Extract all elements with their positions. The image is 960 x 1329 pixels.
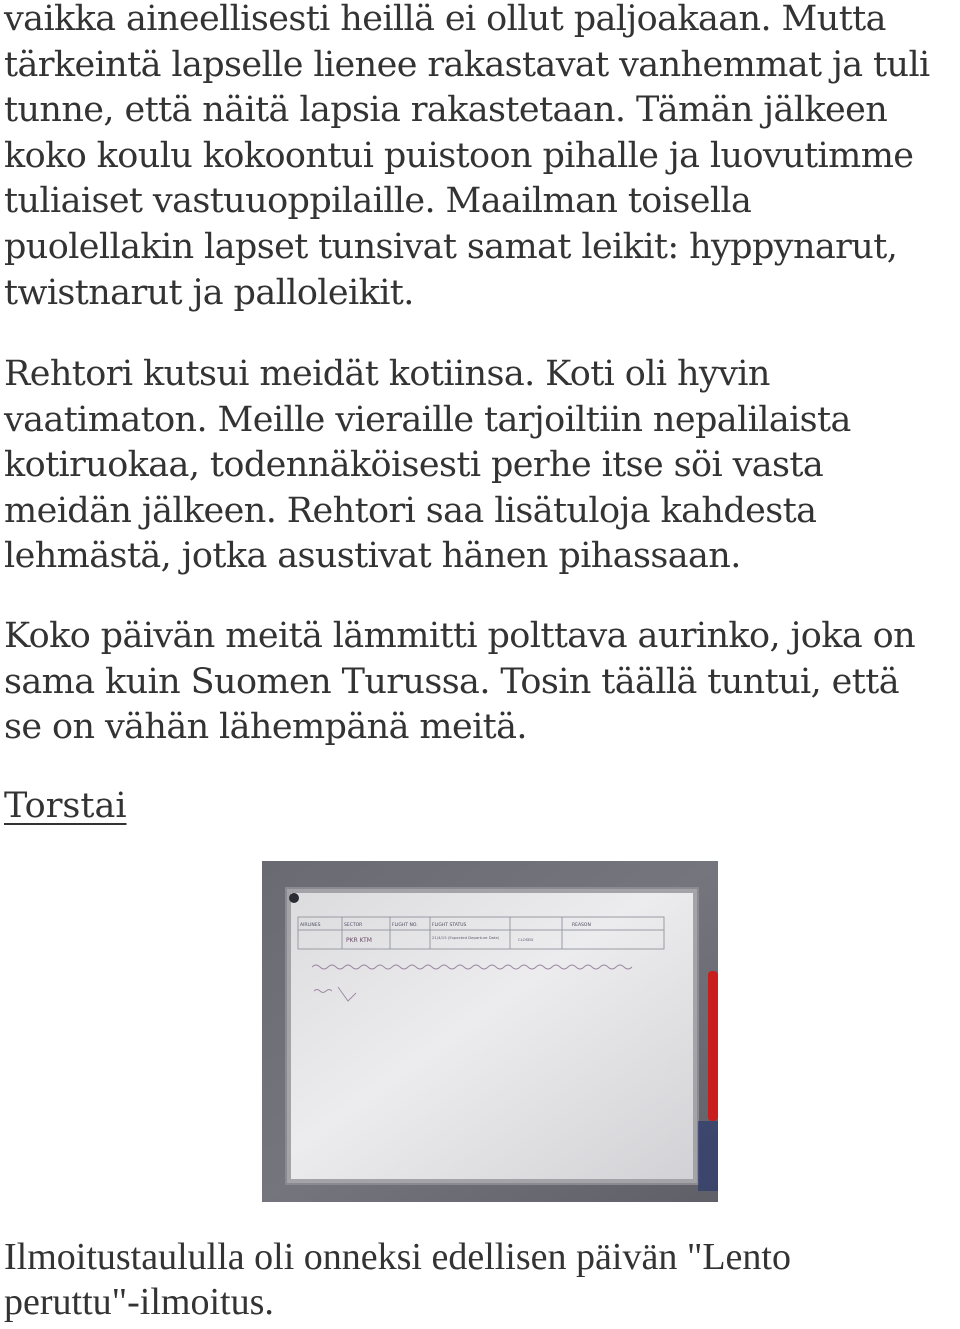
text-line: se on vähän lähempänä meitä. — [4, 707, 527, 748]
text-line: twistnarut ja palloleikit. — [4, 272, 414, 313]
caption-line: Ilmoitustaululla oli onneksi edellisen päivän "Lento — [4, 1236, 791, 1278]
text-line: tuliaiset vastuuoppilaille. Maailman toisella — [4, 181, 752, 222]
board-header: SECTOR — [344, 923, 363, 928]
board-header: REASON — [572, 923, 591, 928]
text-line: Rehtori kutsui meidät kotiinsa. Koti oli hyvin — [4, 354, 770, 394]
text-line: lehmästä, jotka asustivat hänen pihassaan. — [4, 536, 741, 577]
whiteboard-photo — [262, 861, 718, 1202]
board-cell: CLOSED — [518, 937, 534, 942]
torstai-link[interactable]: Torstai — [4, 786, 127, 826]
caption-line: peruttu"-ilmoitus. — [4, 1281, 274, 1323]
board-cell: 21/4/15 (Expected Departure Date) — [432, 935, 500, 940]
paragraph-principal-home — [4, 352, 954, 580]
text-line: sama kuin Suomen Turussa. Tosin täällä tuntui, että — [4, 661, 899, 702]
board-cell: PKR KTM — [346, 937, 372, 944]
text-line: puolellakin lapset tunsivat samat leikit: hyppynarut, — [4, 226, 898, 267]
fire-extinguisher — [708, 971, 718, 1121]
board-header: FLIGHT NO. — [392, 923, 418, 928]
paragraph-school-visit — [4, 0, 954, 316]
board-header: AIRLINES — [300, 923, 321, 928]
photo-caption — [4, 1235, 954, 1325]
text-line: tärkeintä lapselle lienee rakastavat vanhemmat ja tuli — [4, 44, 930, 85]
text-line: kotiruokaa, todennäköisesti perhe itse söi vasta — [4, 445, 824, 486]
wall-strip — [698, 1121, 718, 1191]
text-line: vaatimaton. Meille vieraille tarjoiltiin nepalilaista — [4, 399, 851, 440]
text-line: vaikka aineellisesti heillä ei ollut paljoakaan. Mutta — [4, 0, 886, 39]
text-line: tunne, että näitä lapsia rakastetaan. Tämän jälkeen — [4, 90, 888, 131]
board-header: FLIGHT STATUS — [432, 923, 467, 928]
text-line: Koko päivän meitä lämmitti polttava aurinko, joka on — [4, 616, 916, 656]
text-line: meidän jälkeen. Rehtori saa lisätuloja kahdesta — [4, 490, 817, 531]
magnet-icon — [289, 893, 299, 903]
paragraph-sun — [4, 614, 954, 751]
text-line: koko koulu kokoontui puistoon pihalle ja luovutimme — [4, 135, 914, 176]
